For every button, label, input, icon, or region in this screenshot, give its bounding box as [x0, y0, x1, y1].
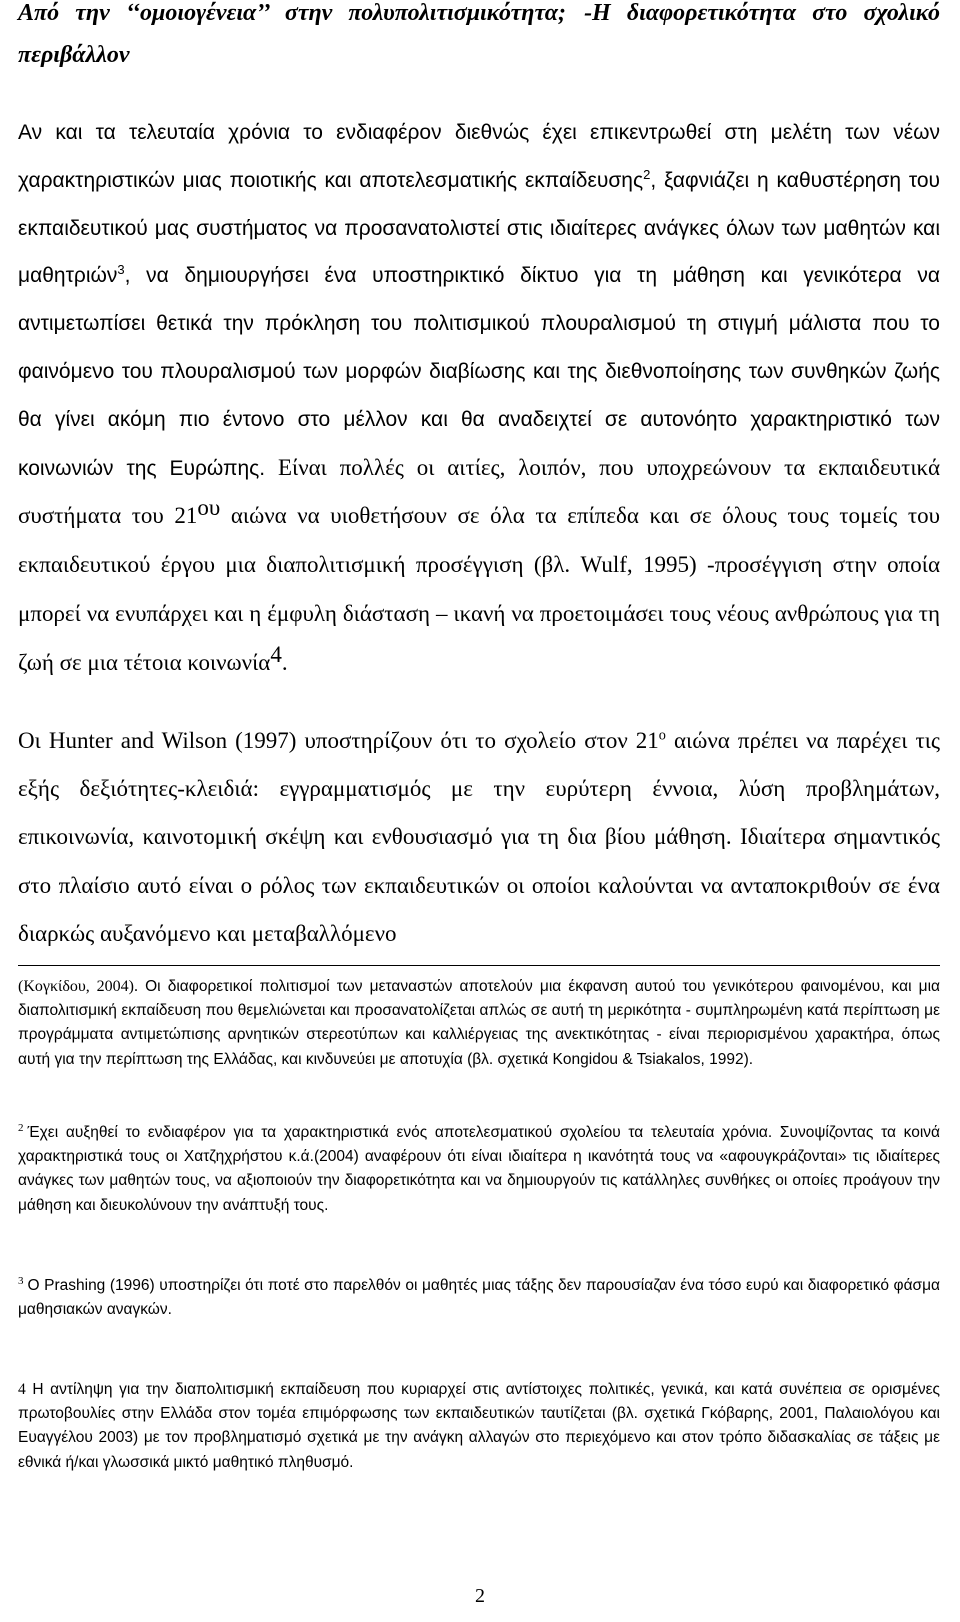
- paragraph-1-text-d: Είναι πολλές οι αιτίες, λοιπόν, που υποχρεώνουν τα εκπαιδευτικά συστήματα του 21: [18, 454, 940, 529]
- footnote-4-marker: 4: [18, 1381, 26, 1398]
- footnote-3: [18, 1274, 940, 1322]
- footnote-2-marker: 2: [18, 1121, 24, 1134]
- footnote-continued-text: Οι διαφορετικοί πολιτισμοί των μεταναστών αποτελούν μια έκφανση αυτού του γενικότερου φαινομένου, και μια διαπολιτισμική εκπαίδευση που θεμελιώνεται και προσανατολίζεται απλώς σε αυτή τη μερικότητα - συμπληρωμένη κατά περίπτωση με προγράμματα αντιμετώπισης αρνητικών στερεοτύπων και καλλιέργειας της ανεκτικότητας - είναι περιορισμένου χαρακτήρα, όπως αυτή για την περίπτωση της Ελλάδας, και κινδυνεύει με αποτυχία (βλ. σχετικά Kongidou & Tsiakalos, 1992).: [18, 978, 940, 1068]
- footnote-3-text: Ο Prashing (1996) υποστηρίζει ότι ποτέ στο παρελθόν οι μαθητές μιας τάξης δεν παρουσίαζαν ένα τόσο ευρύ και διαφορετικό φάσμα μαθησιακών αναγκών.: [18, 1277, 940, 1319]
- paragraph-1-text-f: .: [281, 649, 288, 675]
- paragraph-2-text-a: Οι Hunter and Wilson (1997) υποστηρίζουν ότι το σχολείο στον 21: [18, 728, 659, 753]
- section-title: [18, 0, 940, 76]
- footnote-ref-3: 3: [117, 262, 125, 278]
- footnote-continued: [18, 975, 940, 1072]
- paragraph-1-text-b: , ξαφνιάζει η καθυστέρηση του εκπαιδευτικού μας συστήματος να προσανατολιστεί στις ιδιαίτερες ανάγκες όλων των μαθητών και μαθητριών: [18, 168, 940, 288]
- footnote-3-marker: 3: [18, 1274, 24, 1287]
- title-part-2: -Η διαφορετικότητα στο σχολικό περιβάλλον: [18, 0, 941, 68]
- footnote-ref-4: 4: [270, 641, 282, 667]
- page-number: 2: [475, 1585, 485, 1607]
- footnote-2-text: Έχει αυξηθεί το ενδιαφέρον για τα χαρακτηριστικά ενός αποτελεσματικού σχολείου τα τελευταία χρόνια. Συνοψίζοντας τα κοινά χαρακτηριστικά τους οι Χατζηχρήστου κ.ά.(2004) αναφέρουν ότι είναι ιδιαίτερα η ικανότητά τους να «αφουγκράζονται» τις ιδιαίτερες ανάγκες των μαθητών τους, να αξιοποιούν την διαφορετικότητα και να δημιουργούν τις κατάλληλες συνθήκες οι οποίες προάγουν την μάθηση και διευκολύνουν την ανάπτυξή τους.: [18, 1124, 940, 1214]
- paragraph-1-text-a: Αν και τα τελευταία χρόνια το ενδιαφέρον διεθνώς έχει επικεντρωθεί στη μελέτη των νέων χαρακτηριστικών μιας ποιοτικής και αποτελεσματικής εκπαίδευσης: [18, 121, 940, 192]
- footnote-continued-citation: (Κογκίδου, 2004).: [18, 978, 138, 995]
- footnote-4-text: Η αντίληψη για την διαπολιτισμική εκπαίδευση που κυριαρχεί στις αντίστοιχες πολιτικές, γενικά, και κατά συνέπεια σε ορισμένες πρωτοβουλίες στην Ελλάδα στον τομέα επιμόρφωσης των εκπαιδευτικών ταυτίζεται (βλ. σχετικά Γκόβαρης, 2001, Παλαιολόγου και Ευαγγέλου 2003) με τον προβληματισμό σχετικά με την ανάγκη αλλαγών στο περιεχόμενο και στον τρόπο διδασκαλίας σε τάξεις με εθνικά ή/και γλωσσικά μικτό μαθητικό πληθυσμό.: [18, 1381, 940, 1471]
- superscript-o: ο: [658, 727, 666, 744]
- footnote-ref-2: 2: [643, 166, 651, 182]
- superscript-ou: ου: [197, 495, 221, 521]
- footnote-2: [18, 1121, 940, 1218]
- paragraph-1-text-c: , να δημιουργήσει ένα υποστηρικτικό δίκτυο για τη μάθηση και γενικότερα να αντιμετωπίσει θετικά την πρόκληση του πολιτισμικού πλουραλισμού τη στιγμή μάλιστα που το φαινόμενο του πλουραλισμού των μορφών διαβίωσης και της διεθνοποίησης των συνθηκών ζωής θα γίνει ακόμη πιο έντονο στο μέλλον και θα αναδειχτεί σε αυτονόητο χαρακτηριστικό των κοινωνιών της Ευρώπης.: [18, 264, 940, 480]
- paragraph-2: [18, 717, 940, 958]
- paragraph-1-text-e: αιώνα να υιοθετήσουν σε όλα τα επίπεδα και σε όλους τους τομείς του εκπαιδευτικού έργου μια διαπολιτισμική προσέγγιση (βλ. Wulf, 1995) -προσέγγιση στην οποία μπορεί να ενυπάρχει και η έμφυλη διάσταση – ικανή να προετοιμάσει τους νέους ανθρώπους για τη ζωή σε μια τέτοια κοινωνία: [18, 503, 940, 675]
- footnote-separator: [18, 965, 940, 966]
- title-part-1: Από την ‘‘ομοιογένεια’’ στην πολυπολιτισμικότητα;: [18, 0, 567, 26]
- paragraph-2-text-b: αιώνα πρέπει να παρέχει τις εξής δεξιότητες-κλειδιά: εγγραμματισμός με την ευρύτερη έννοια, λύση προβλημάτων, επικοινωνία, καινοτομική σκέψη και ενθουσιασμό για τη δια βίου μάθηση. Ιδιαίτερα σημαντικός στο πλαίσιο αυτό είναι ο ρόλος των εκπαιδευτικών οι οποίοι καλούνται να ανταποκριθούν σε ένα διαρκώς αυξανόμενο και μεταβαλλόμενο: [18, 728, 940, 946]
- footnote-4: [18, 1378, 940, 1475]
- paragraph-1: [18, 109, 940, 688]
